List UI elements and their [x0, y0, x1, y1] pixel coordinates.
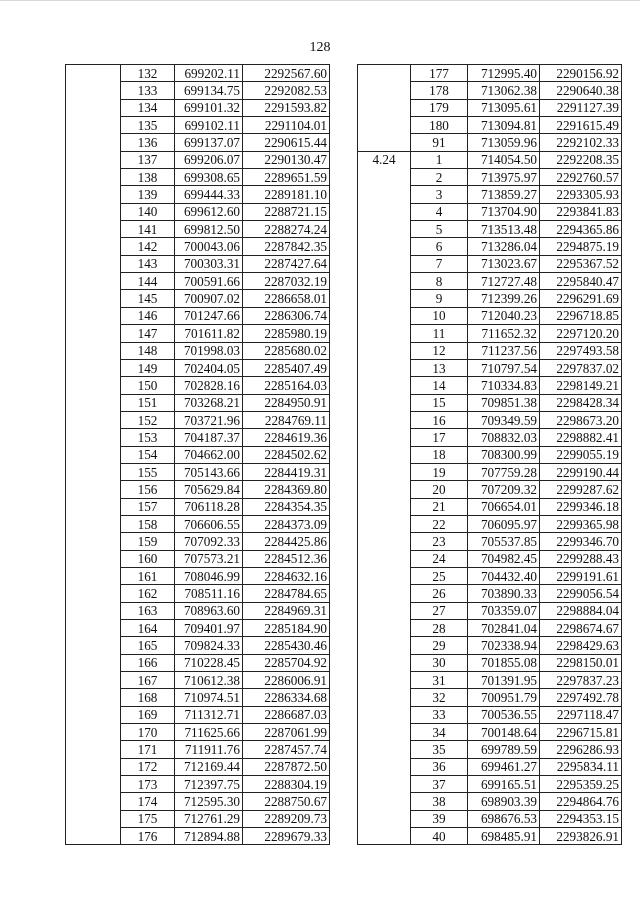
- x-coordinate: 708511.16: [175, 585, 243, 602]
- y-coordinate: 2284769.11: [243, 411, 330, 428]
- x-coordinate: 713704.90: [468, 203, 540, 220]
- y-coordinate: 2287842.35: [243, 238, 330, 255]
- x-coordinate: 711625.66: [175, 724, 243, 741]
- x-coordinate: 710974.51: [175, 689, 243, 706]
- x-coordinate: 711237.56: [468, 342, 540, 359]
- x-coordinate: 702404.05: [175, 359, 243, 376]
- y-coordinate: 2288304.19: [243, 776, 330, 793]
- y-coordinate: 2299287.62: [540, 481, 622, 498]
- point-number: 2: [411, 169, 468, 186]
- x-coordinate: 700591.66: [175, 273, 243, 290]
- x-coordinate: 710797.54: [468, 359, 540, 376]
- y-coordinate: 2294864.76: [540, 793, 622, 810]
- y-coordinate: 2298429.63: [540, 637, 622, 654]
- y-coordinate: 2284425.86: [243, 533, 330, 550]
- point-number: 28: [411, 620, 468, 637]
- point-number: 156: [121, 481, 175, 498]
- x-coordinate: 710334.83: [468, 377, 540, 394]
- x-coordinate: 698676.53: [468, 810, 540, 827]
- x-coordinate: 713286.04: [468, 238, 540, 255]
- y-coordinate: 2298674.67: [540, 620, 622, 637]
- page-number: 128: [309, 40, 331, 55]
- y-coordinate: 2299190.44: [540, 463, 622, 480]
- y-coordinate: 2284502.62: [243, 446, 330, 463]
- x-coordinate: 713094.81: [468, 117, 540, 134]
- x-coordinate: 699101.32: [175, 99, 243, 116]
- x-coordinate: 699165.51: [468, 776, 540, 793]
- point-number: 144: [121, 273, 175, 290]
- point-number: 136: [121, 134, 175, 151]
- point-number: 140: [121, 203, 175, 220]
- point-number: 22: [411, 515, 468, 532]
- point-number: 134: [121, 99, 175, 116]
- coordinates-table-left: [65, 64, 330, 845]
- y-coordinate: 2285184.90: [243, 620, 330, 637]
- y-coordinate: 2290130.47: [243, 151, 330, 168]
- x-coordinate: 699137.07: [175, 134, 243, 151]
- y-coordinate: 2299056.54: [540, 585, 622, 602]
- y-coordinate: 2294875.19: [540, 238, 622, 255]
- scan-edge: [0, 0, 640, 1]
- y-coordinate: 2286006.91: [243, 672, 330, 689]
- x-coordinate: 701998.03: [175, 342, 243, 359]
- y-coordinate: 2292102.33: [540, 134, 622, 151]
- point-number: 35: [411, 741, 468, 758]
- point-number: 158: [121, 515, 175, 532]
- point-number: 157: [121, 498, 175, 515]
- y-coordinate: 2288721.15: [243, 203, 330, 220]
- y-coordinate: 2298150.01: [540, 654, 622, 671]
- x-coordinate: 700303.31: [175, 255, 243, 272]
- point-number: 171: [121, 741, 175, 758]
- section-cell: [66, 65, 121, 845]
- x-coordinate: 698485.91: [468, 828, 540, 845]
- x-coordinate: 700536.55: [468, 706, 540, 723]
- point-number: 1: [411, 151, 468, 168]
- point-number: 177: [411, 65, 468, 82]
- point-number: 7: [411, 255, 468, 272]
- y-coordinate: 2285430.46: [243, 637, 330, 654]
- table-row: [66, 65, 330, 82]
- point-number: 172: [121, 758, 175, 775]
- section-number: 4.24: [358, 151, 411, 845]
- y-coordinate: 2296286.93: [540, 741, 622, 758]
- point-number: 163: [121, 602, 175, 619]
- y-coordinate: 2288750.67: [243, 793, 330, 810]
- x-coordinate: 709401.97: [175, 620, 243, 637]
- point-number: 16: [411, 411, 468, 428]
- x-coordinate: 713059.96: [468, 134, 540, 151]
- x-coordinate: 713513.48: [468, 221, 540, 238]
- y-coordinate: 2284619.36: [243, 429, 330, 446]
- y-coordinate: 2286306.74: [243, 307, 330, 324]
- point-number: 23: [411, 533, 468, 550]
- x-coordinate: 709851.38: [468, 394, 540, 411]
- y-coordinate: 2292208.35: [540, 151, 622, 168]
- y-coordinate: 2299191.61: [540, 567, 622, 584]
- y-coordinate: 2291127.39: [540, 99, 622, 116]
- y-coordinate: 2285680.02: [243, 342, 330, 359]
- y-coordinate: 2291104.01: [243, 117, 330, 134]
- y-coordinate: 2284950.91: [243, 394, 330, 411]
- point-number: 170: [121, 724, 175, 741]
- point-number: 9: [411, 290, 468, 307]
- y-coordinate: 2297492.78: [540, 689, 622, 706]
- x-coordinate: 699812.50: [175, 221, 243, 238]
- coordinates-table-right: [357, 64, 622, 845]
- point-number: 36: [411, 758, 468, 775]
- x-coordinate: 713859.27: [468, 186, 540, 203]
- x-coordinate: 714054.50: [468, 151, 540, 168]
- x-coordinate: 709349.59: [468, 411, 540, 428]
- y-coordinate: 2284373.09: [243, 515, 330, 532]
- point-number: 5: [411, 221, 468, 238]
- x-coordinate: 701855.08: [468, 654, 540, 671]
- y-coordinate: 2299365.98: [540, 515, 622, 532]
- point-number: 166: [121, 654, 175, 671]
- point-number: 21: [411, 498, 468, 515]
- x-coordinate: 699206.07: [175, 151, 243, 168]
- y-coordinate: 2285164.03: [243, 377, 330, 394]
- y-coordinate: 2293826.91: [540, 828, 622, 845]
- point-number: 19: [411, 463, 468, 480]
- point-number: 91: [411, 134, 468, 151]
- y-coordinate: 2286658.01: [243, 290, 330, 307]
- table-row: [358, 65, 622, 82]
- y-coordinate: 2284419.31: [243, 463, 330, 480]
- point-number: 152: [121, 411, 175, 428]
- point-number: 133: [121, 82, 175, 99]
- y-coordinate: 2285407.49: [243, 359, 330, 376]
- y-coordinate: 2296718.85: [540, 307, 622, 324]
- y-coordinate: 2287427.64: [243, 255, 330, 272]
- x-coordinate: 713095.61: [468, 99, 540, 116]
- point-number: 169: [121, 706, 175, 723]
- y-coordinate: 2295834.11: [540, 758, 622, 775]
- y-coordinate: 2284369.80: [243, 481, 330, 498]
- y-coordinate: 2297120.20: [540, 325, 622, 342]
- y-coordinate: 2289209.73: [243, 810, 330, 827]
- y-coordinate: 2294353.15: [540, 810, 622, 827]
- point-number: 11: [411, 325, 468, 342]
- y-coordinate: 2285980.19: [243, 325, 330, 342]
- x-coordinate: 712040.23: [468, 307, 540, 324]
- point-number: 14: [411, 377, 468, 394]
- x-coordinate: 699461.27: [468, 758, 540, 775]
- x-coordinate: 712995.40: [468, 65, 540, 82]
- point-number: 168: [121, 689, 175, 706]
- y-coordinate: 2288274.24: [243, 221, 330, 238]
- point-number: 37: [411, 776, 468, 793]
- y-coordinate: 2292082.53: [243, 82, 330, 99]
- point-number: 4: [411, 203, 468, 220]
- y-coordinate: 2297837.02: [540, 359, 622, 376]
- x-coordinate: 700148.64: [468, 724, 540, 741]
- x-coordinate: 712397.75: [175, 776, 243, 793]
- point-number: 135: [121, 117, 175, 134]
- point-number: 15: [411, 394, 468, 411]
- y-coordinate: 2286687.03: [243, 706, 330, 723]
- point-number: 138: [121, 169, 175, 186]
- x-coordinate: 704432.40: [468, 567, 540, 584]
- y-coordinate: 2289679.33: [243, 828, 330, 845]
- point-number: 40: [411, 828, 468, 845]
- x-coordinate: 704982.45: [468, 550, 540, 567]
- y-coordinate: 2298884.04: [540, 602, 622, 619]
- x-coordinate: 710228.45: [175, 654, 243, 671]
- point-number: 38: [411, 793, 468, 810]
- point-number: 146: [121, 307, 175, 324]
- y-coordinate: 2287061.99: [243, 724, 330, 741]
- y-coordinate: 2284969.31: [243, 602, 330, 619]
- x-coordinate: 713062.38: [468, 82, 540, 99]
- x-coordinate: 712595.30: [175, 793, 243, 810]
- y-coordinate: 2294365.86: [540, 221, 622, 238]
- x-coordinate: 707759.28: [468, 463, 540, 480]
- point-number: 154: [121, 446, 175, 463]
- y-coordinate: 2285704.92: [243, 654, 330, 671]
- x-coordinate: 701247.66: [175, 307, 243, 324]
- y-coordinate: 2291615.49: [540, 117, 622, 134]
- y-coordinate: 2299055.19: [540, 446, 622, 463]
- x-coordinate: 706118.28: [175, 498, 243, 515]
- y-coordinate: 2292760.57: [540, 169, 622, 186]
- x-coordinate: 705629.84: [175, 481, 243, 498]
- point-number: 155: [121, 463, 175, 480]
- y-coordinate: 2290615.44: [243, 134, 330, 151]
- x-coordinate: 701391.95: [468, 672, 540, 689]
- x-coordinate: 700043.06: [175, 238, 243, 255]
- y-coordinate: 2298882.41: [540, 429, 622, 446]
- point-number: 132: [121, 65, 175, 82]
- x-coordinate: 699444.33: [175, 186, 243, 203]
- x-coordinate: 701611.82: [175, 325, 243, 342]
- x-coordinate: 703721.96: [175, 411, 243, 428]
- x-coordinate: 707092.33: [175, 533, 243, 550]
- y-coordinate: 2284632.16: [243, 567, 330, 584]
- table-row: [358, 151, 622, 168]
- x-coordinate: 700907.02: [175, 290, 243, 307]
- point-number: 141: [121, 221, 175, 238]
- x-coordinate: 699202.11: [175, 65, 243, 82]
- x-coordinate: 699134.75: [175, 82, 243, 99]
- point-number: 142: [121, 238, 175, 255]
- x-coordinate: 705143.66: [175, 463, 243, 480]
- x-coordinate: 706095.97: [468, 515, 540, 532]
- point-number: 150: [121, 377, 175, 394]
- y-coordinate: 2289651.59: [243, 169, 330, 186]
- x-coordinate: 702841.04: [468, 620, 540, 637]
- point-number: 159: [121, 533, 175, 550]
- x-coordinate: 712894.88: [175, 828, 243, 845]
- x-coordinate: 709824.33: [175, 637, 243, 654]
- point-number: 10: [411, 307, 468, 324]
- point-number: 149: [121, 359, 175, 376]
- y-coordinate: 2293305.93: [540, 186, 622, 203]
- point-number: 27: [411, 602, 468, 619]
- point-number: 29: [411, 637, 468, 654]
- y-coordinate: 2299346.70: [540, 533, 622, 550]
- y-coordinate: 2284784.65: [243, 585, 330, 602]
- x-coordinate: 713975.97: [468, 169, 540, 186]
- x-coordinate: 711312.71: [175, 706, 243, 723]
- y-coordinate: 2297118.47: [540, 706, 622, 723]
- point-number: 8: [411, 273, 468, 290]
- x-coordinate: 707573.21: [175, 550, 243, 567]
- x-coordinate: 708300.99: [468, 446, 540, 463]
- y-coordinate: 2299288.43: [540, 550, 622, 567]
- x-coordinate: 703359.07: [468, 602, 540, 619]
- y-coordinate: 2299346.18: [540, 498, 622, 515]
- y-coordinate: 2290640.38: [540, 82, 622, 99]
- point-number: 17: [411, 429, 468, 446]
- y-coordinate: 2286334.68: [243, 689, 330, 706]
- y-coordinate: 2297837.23: [540, 672, 622, 689]
- point-number: 13: [411, 359, 468, 376]
- x-coordinate: 698903.39: [468, 793, 540, 810]
- point-number: 143: [121, 255, 175, 272]
- x-coordinate: 699789.59: [468, 741, 540, 758]
- x-coordinate: 708046.99: [175, 567, 243, 584]
- x-coordinate: 699308.65: [175, 169, 243, 186]
- y-coordinate: 2295367.52: [540, 255, 622, 272]
- point-number: 161: [121, 567, 175, 584]
- x-coordinate: 699612.60: [175, 203, 243, 220]
- y-coordinate: 2290156.92: [540, 65, 622, 82]
- section-cell-continued: [358, 65, 411, 152]
- x-coordinate: 708963.60: [175, 602, 243, 619]
- point-number: 151: [121, 394, 175, 411]
- point-number: 153: [121, 429, 175, 446]
- point-number: 162: [121, 585, 175, 602]
- point-number: 165: [121, 637, 175, 654]
- x-coordinate: 704187.37: [175, 429, 243, 446]
- x-coordinate: 708832.03: [468, 429, 540, 446]
- point-number: 20: [411, 481, 468, 498]
- point-number: 178: [411, 82, 468, 99]
- point-number: 30: [411, 654, 468, 671]
- point-number: 145: [121, 290, 175, 307]
- point-number: 175: [121, 810, 175, 827]
- x-coordinate: 699102.11: [175, 117, 243, 134]
- y-coordinate: 2298149.21: [540, 377, 622, 394]
- point-number: 18: [411, 446, 468, 463]
- point-number: 160: [121, 550, 175, 567]
- x-coordinate: 702828.16: [175, 377, 243, 394]
- point-number: 148: [121, 342, 175, 359]
- x-coordinate: 711911.76: [175, 741, 243, 758]
- y-coordinate: 2296291.69: [540, 290, 622, 307]
- y-coordinate: 2298673.20: [540, 411, 622, 428]
- point-number: 147: [121, 325, 175, 342]
- y-coordinate: 2284512.36: [243, 550, 330, 567]
- x-coordinate: 713023.67: [468, 255, 540, 272]
- x-coordinate: 712169.44: [175, 758, 243, 775]
- y-coordinate: 2289181.10: [243, 186, 330, 203]
- y-coordinate: 2287872.50: [243, 758, 330, 775]
- x-coordinate: 703890.33: [468, 585, 540, 602]
- point-number: 176: [121, 828, 175, 845]
- y-coordinate: 2296715.81: [540, 724, 622, 741]
- y-coordinate: 2298428.34: [540, 394, 622, 411]
- y-coordinate: 2284354.35: [243, 498, 330, 515]
- x-coordinate: 710612.38: [175, 672, 243, 689]
- point-number: 25: [411, 567, 468, 584]
- point-number: 167: [121, 672, 175, 689]
- x-coordinate: 704662.00: [175, 446, 243, 463]
- point-number: 137: [121, 151, 175, 168]
- y-coordinate: 2295840.47: [540, 273, 622, 290]
- x-coordinate: 711652.32: [468, 325, 540, 342]
- point-number: 179: [411, 99, 468, 116]
- point-number: 174: [121, 793, 175, 810]
- point-number: 24: [411, 550, 468, 567]
- point-number: 6: [411, 238, 468, 255]
- point-number: 39: [411, 810, 468, 827]
- x-coordinate: 706606.55: [175, 515, 243, 532]
- point-number: 12: [411, 342, 468, 359]
- x-coordinate: 706654.01: [468, 498, 540, 515]
- point-number: 173: [121, 776, 175, 793]
- x-coordinate: 712727.48: [468, 273, 540, 290]
- point-number: 32: [411, 689, 468, 706]
- point-number: 3: [411, 186, 468, 203]
- point-number: 26: [411, 585, 468, 602]
- x-coordinate: 702338.94: [468, 637, 540, 654]
- x-coordinate: 705537.85: [468, 533, 540, 550]
- point-number: 33: [411, 706, 468, 723]
- x-coordinate: 712761.29: [175, 810, 243, 827]
- y-coordinate: 2292567.60: [243, 65, 330, 82]
- y-coordinate: 2293841.83: [540, 203, 622, 220]
- x-coordinate: 703268.21: [175, 394, 243, 411]
- y-coordinate: 2287457.74: [243, 741, 330, 758]
- y-coordinate: 2297493.58: [540, 342, 622, 359]
- y-coordinate: 2295359.25: [540, 776, 622, 793]
- x-coordinate: 712399.26: [468, 290, 540, 307]
- point-number: 34: [411, 724, 468, 741]
- point-number: 31: [411, 672, 468, 689]
- point-number: 164: [121, 620, 175, 637]
- y-coordinate: 2287032.19: [243, 273, 330, 290]
- y-coordinate: 2291593.82: [243, 99, 330, 116]
- point-number: 139: [121, 186, 175, 203]
- x-coordinate: 707209.32: [468, 481, 540, 498]
- x-coordinate: 700951.79: [468, 689, 540, 706]
- point-number: 180: [411, 117, 468, 134]
